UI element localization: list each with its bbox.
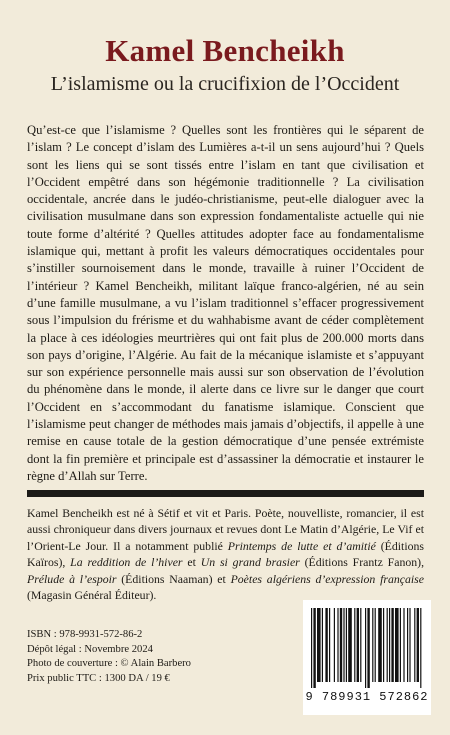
barcode-bar	[409, 608, 410, 682]
barcode	[303, 600, 431, 715]
author-name: Kamel Bencheikh	[105, 33, 345, 68]
barcode-bar	[329, 608, 330, 682]
barcode-bar	[375, 608, 376, 682]
barcode-bar	[365, 608, 366, 688]
barcode-bar	[417, 608, 419, 682]
barcode-bar	[403, 608, 404, 682]
barcode-bar	[348, 608, 352, 682]
barcode-bar	[407, 608, 408, 682]
book-prelude: Prélude à l’espoir	[27, 571, 117, 586]
barcode-bar	[372, 608, 373, 682]
barcode-bar	[420, 608, 421, 688]
barcode-bar	[325, 608, 327, 682]
book-reddition: La reddition de l’hiver	[70, 555, 183, 570]
photo-credit: Photo de couverture : © Alain Barbero	[27, 658, 191, 669]
bio-text-6: (Magasin Général Éditeur).	[27, 588, 157, 603]
legal-info	[27, 628, 247, 686]
barcode-bars	[309, 608, 425, 688]
back-cover-blurb: Qu’est-ce que l’islamisme ? Quelles sont les frontières qui le séparent de l’islam ? Le concept d’islam des Lumières a-t-il un sens aujourd’hui ? Quels sont les liens qui se sont tissés entre l’islam en tant que civilisation et l’Occident empêtré dans son hégémonie traditionnelle ? La civilisation occidentale, ancrée dans le judéo-christianisme, peut-elle dialoguer avec la civilisation musulmane dans son expression fondamentaliste actuelle qui nie toute forme d’altérité ? Quelles attitudes adopter face au fondamentalisme islamique qui, mettant à profit les valeurs démocratiques occidentales pour s’instiller sournoisement dans le monde, travaille à ruiner l’Occident de l’intérieur ? Kamel Bencheikh, militant laïque franco-algérien, né au sein d’une famille musulmane, a vu l’islam traditionnel s’effacer progressivement sous l’impulsion du frérisme et du wahhabisme avant de céder complètement la place à ces idéologies meurtrières qui ont fait plus de 200.000 morts dans son pays d’origine, l’Algérie. Au fait de la mécanique islamiste et s’appuyant sur son expérience personnelle mais aussi sur son observation de l’évolution du phénomène dans le monde, il alerte dans ce livre sur le danger que court l’Occident en s’accommodant du fanatisme islamique. Conscient que l’islamisme peut changer de méthodes mais jamais d’objectifs, il appelle à une remise en cause totale de la gestion démocratique d’une pensée extrémiste dont la fin première et principale est d’assassiner la démocratie et instaurer le règne d’Allah sur Terre.	[27, 123, 424, 483]
isbn: ISBN : 978-9931-572-86-2	[27, 629, 143, 640]
barcode-bar	[389, 608, 390, 682]
barcode-bar	[354, 608, 355, 682]
header	[0, 34, 450, 96]
barcode-bar	[340, 608, 342, 682]
bio-text-5: (Éditions Naaman) et	[116, 571, 231, 586]
barcode-bar	[346, 608, 347, 682]
book-brasier: Un si grand brasier	[200, 555, 300, 570]
bio-text-1: Kamel Bencheikh est né à Sétif et vit et Paris. Poète, nouvelliste, romancier, il est aussi chroniqueur dans divers journaux et revues dont Le Matin d’Algérie, Le Vif et l’Orient-Le Jour. Il a notamment publié	[27, 506, 424, 553]
divider-bar	[27, 490, 424, 497]
barcode-bar	[414, 608, 415, 682]
barcode-bar	[313, 608, 315, 688]
barcode-bar	[322, 608, 323, 682]
book-title: L’islamisme ou la crucifixion de l’Occident	[50, 73, 400, 95]
bio-text-2: (Éditions Kaïros),	[27, 538, 425, 570]
book-poetes: Poètes algériens d’expression française	[230, 571, 424, 586]
barcode-bar	[395, 608, 399, 682]
author-bio	[27, 505, 424, 603]
barcode-bar	[337, 608, 338, 682]
barcode-bar	[378, 608, 382, 682]
barcode-number: 9 789931 572862	[305, 690, 429, 704]
book-printemps: Printemps de lutte et d’amitié	[227, 538, 376, 553]
barcode-bar	[311, 608, 312, 688]
public-price: Prix public TTC : 1300 DA / 19 €	[27, 672, 170, 684]
barcode-bar	[357, 608, 359, 682]
barcode-bar	[367, 608, 369, 688]
barcode-bar	[334, 608, 335, 682]
barcode-bar	[387, 608, 388, 682]
legal-deposit: Dépôt légal : Novembre 2024	[27, 643, 153, 655]
bio-text-3: et	[182, 555, 201, 570]
barcode-bar	[360, 608, 361, 682]
barcode-bar	[383, 608, 384, 682]
barcode-bar	[400, 608, 401, 682]
barcode-bar	[391, 608, 393, 682]
barcode-bar	[343, 608, 344, 682]
bio-text-4: (Éditions Frantz Fanon),	[299, 555, 425, 570]
barcode-bar	[317, 608, 321, 682]
